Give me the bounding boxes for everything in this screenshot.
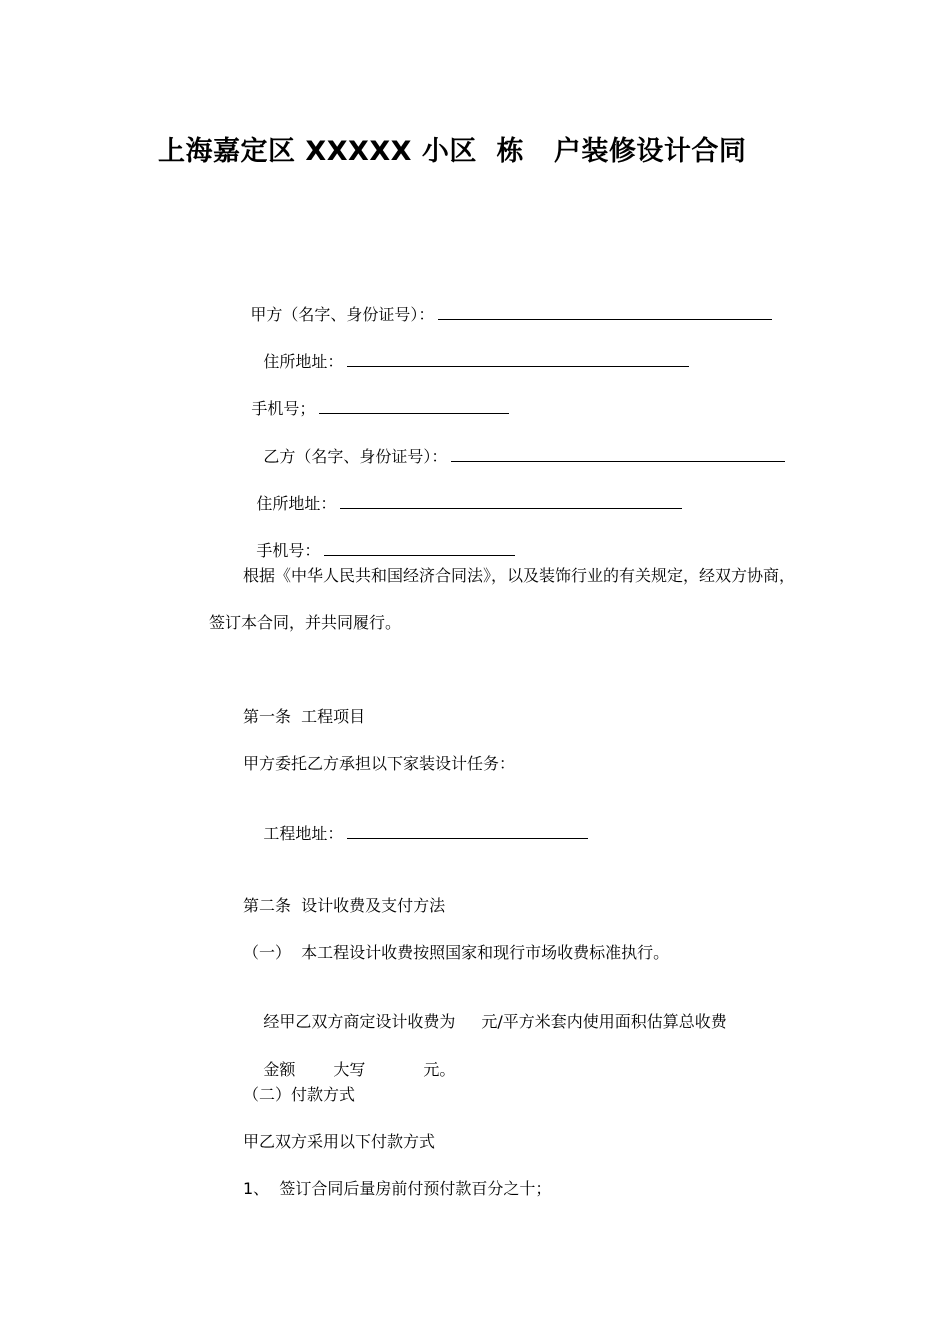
party-b-address-blank	[340, 492, 682, 509]
party-b-phone-blank	[324, 539, 515, 556]
party-a-name-label: 甲方（名字、身份证号）：	[250, 305, 435, 324]
party-b-phone-label: 手机号：	[256, 541, 321, 560]
article-1-text: 甲方委托乙方承担以下家装设计任务：	[243, 754, 516, 773]
payment-intro: 甲乙双方采用以下付款方式	[243, 1132, 436, 1151]
document-title: 上海嘉定区 XXXXX 小区 栋 户装修设计合同	[158, 136, 747, 167]
preamble-line-2: 签订本合同，并共同履行。	[209, 613, 402, 632]
article-2-heading: 第二条 设计收费及支付方法	[243, 896, 446, 915]
amount-text-2: 大写	[333, 1060, 366, 1079]
preamble-line-1: 根据《中华人民共和国经济合同法》，以及装饰行业的有关规定，经双方协商，	[243, 566, 796, 585]
project-address-row	[243, 800, 588, 867]
payment-item-1: 1、 签订合同后量房前付预付款百分之十；	[243, 1179, 552, 1198]
fee-text-1: 经甲乙双方商定设计收费为	[263, 1012, 456, 1031]
party-b-name-blank	[451, 445, 785, 462]
article-2-item-2: （二）付款方式	[243, 1085, 356, 1104]
party-a-address-label: 住所地址：	[263, 352, 344, 371]
project-address-blank	[347, 822, 588, 839]
article-2-item-1: （一） 本工程设计收费按照国家和现行市场收费标准执行。	[243, 943, 670, 962]
party-b-name-label: 乙方（名字、身份证号）：	[263, 447, 448, 466]
project-address-label: 工程地址：	[263, 824, 344, 843]
amount-text-3: 元。	[423, 1060, 456, 1079]
party-a-phone-label: 手机号；	[251, 399, 316, 418]
amount-text-1: 金额	[263, 1060, 296, 1079]
party-a-name-blank	[438, 303, 772, 320]
article-1-heading: 第一条 工程项目	[243, 707, 366, 726]
party-a-phone-blank	[319, 397, 509, 414]
party-b-address-label: 住所地址：	[256, 494, 337, 513]
fee-text-2: 元/平方米套内使用面积估算总收费	[481, 1012, 727, 1031]
party-a-address-blank	[347, 350, 689, 367]
